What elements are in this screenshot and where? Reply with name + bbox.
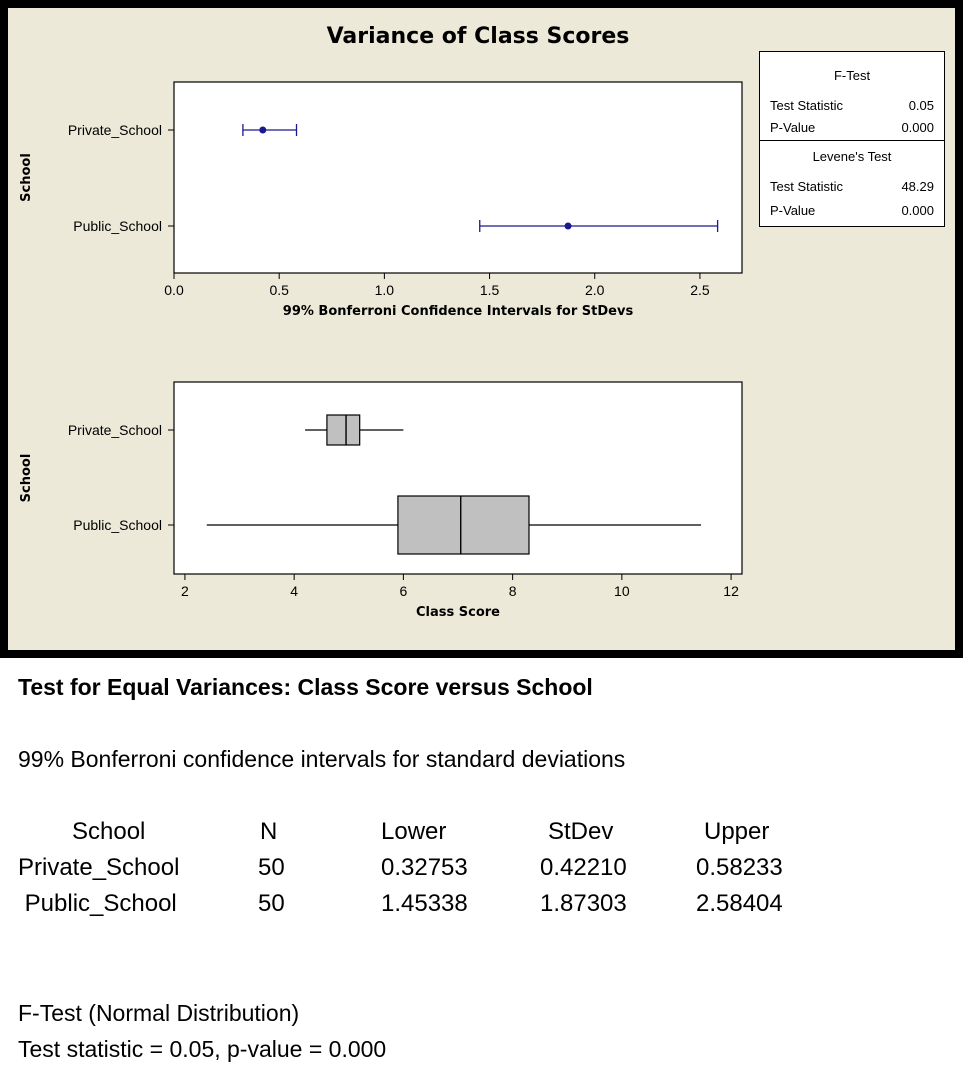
stdev-point <box>259 127 266 134</box>
table-cell-upper: 2.58404 <box>696 890 783 917</box>
y-tick-label: Private_School <box>67 122 162 138</box>
levene-p-value: 0.000 <box>901 203 934 218</box>
y-axis-label: School <box>19 153 34 202</box>
iqr-box <box>327 415 360 445</box>
x-tick-label: 10 <box>614 583 630 599</box>
levene-title: Levene's Test <box>812 149 892 164</box>
ftest-stat-value: 0.05 <box>908 98 934 113</box>
x-tick-label: 0.0 <box>164 282 184 298</box>
session-report <box>0 658 963 1065</box>
x-tick-label: 4 <box>290 583 299 599</box>
y-axis-label: School <box>19 453 34 503</box>
table-cell-stdev: 1.87303 <box>540 890 627 917</box>
ftest-title: F-Test <box>833 68 871 83</box>
stats-divider <box>760 140 944 141</box>
interval-plot <box>19 82 742 319</box>
col-header-school: School <box>72 818 146 845</box>
report-subheading: 99% Bonferroni confidence intervals for standard deviations <box>18 746 626 772</box>
levene-stat-value: 48.29 <box>901 179 934 194</box>
x-tick-label: 2 <box>181 583 189 599</box>
table-cell-lower: 0.32753 <box>381 854 468 881</box>
plot-area <box>174 82 742 273</box>
col-header-upper: Upper <box>704 818 770 845</box>
figure-panel <box>8 8 955 650</box>
x-tick-label: 12 <box>723 583 739 599</box>
report-heading: Test for Equal Variances: Class Score versus School <box>18 674 593 700</box>
table-cell-stdev: 0.42210 <box>540 854 627 881</box>
table-cell-lower: 1.45338 <box>381 890 468 917</box>
table-cell-n: 50 <box>258 854 285 881</box>
col-header-stdev: StDev <box>548 818 614 845</box>
x-axis-label: Class Score <box>416 605 500 620</box>
x-tick-label: 2.5 <box>690 282 710 298</box>
ftest-heading: F-Test (Normal Distribution) <box>18 1000 300 1026</box>
box-plot <box>19 382 742 620</box>
x-tick-label: 6 <box>399 583 408 599</box>
x-axis-label: 99% Bonferroni Confidence Intervals for StDevs <box>282 304 634 319</box>
table-row-private-school: Private_School <box>18 854 180 881</box>
ftest-p-value: 0.000 <box>901 120 934 135</box>
x-tick-label: 1.0 <box>374 282 395 298</box>
y-tick-label: Private_School <box>67 422 162 438</box>
ftest-p-label: P-Value <box>770 120 816 135</box>
col-header-lower: Lower <box>381 818 447 845</box>
y-tick-label: Public_School <box>73 517 162 533</box>
x-tick-label: 0.5 <box>269 282 289 298</box>
table-row-public-school: Public_School <box>18 890 177 917</box>
levene-p-label: P-Value <box>770 203 816 218</box>
table-cell-upper: 0.58233 <box>696 854 783 881</box>
test-statistics-box <box>759 51 945 227</box>
table-cell-n: 50 <box>258 890 285 917</box>
x-tick-label: 2.0 <box>585 282 605 298</box>
iqr-box <box>398 496 529 554</box>
ftest-stat-label: Test Statistic <box>770 98 843 113</box>
y-tick-label: Public_School <box>73 218 162 234</box>
x-tick-label: 8 <box>508 583 517 599</box>
ftest-result: Test statistic = 0.05, p-value = 0.000 <box>18 1036 387 1062</box>
levene-stat-label: Test Statistic <box>770 179 843 194</box>
stdev-point <box>565 223 572 230</box>
x-tick-label: 1.5 <box>479 282 500 298</box>
col-header-n: N <box>260 818 278 845</box>
chart-title: Variance of Class Scores <box>326 24 630 49</box>
